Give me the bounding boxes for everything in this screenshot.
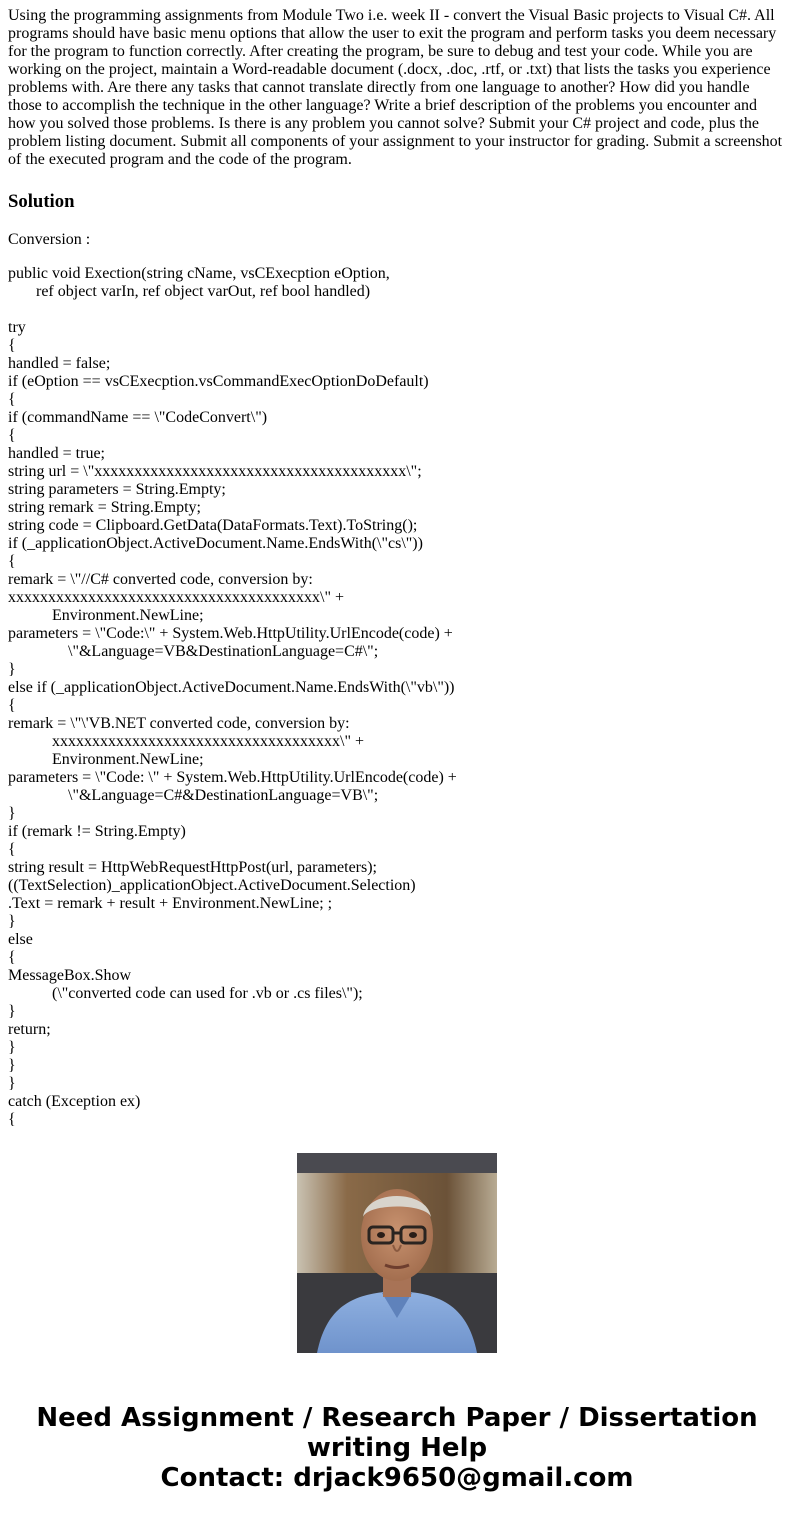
code-line: else if (_applicationObject.ActiveDocument.Name.EndsWith(\"vb\")) [8,679,455,696]
code-line: if (eOption == vsCExecption.vsCommandExecOptionDoDefault) [8,373,429,390]
code-line: public void Exection(string cName, vsCExecption eOption, [8,265,390,282]
code-line: { [8,553,16,570]
code-line: Environment.NewLine; [8,751,204,768]
code-line: remark = \"\'VB.NET converted code, conversion by: [8,715,350,732]
code-line: xxxxxxxxxxxxxxxxxxxxxxxxxxxxxxxxxxxxxxx\" + [8,589,344,606]
code-line: \"&Language=VB&DestinationLanguage=C#\"; [8,643,379,660]
code-line: parameters = \"Code: \" + System.Web.HttpUtility.UrlEncode(code) + [8,769,457,786]
code-line: } [8,1057,16,1074]
author-photo [297,1153,497,1353]
code-line: } [8,913,16,930]
promo-line-1: Need Assignment / Research Paper / Dissertation [36,1403,758,1433]
code-line: \"&Language=C#&DestinationLanguage=VB\"; [8,787,379,804]
code-line: { [8,697,16,714]
code-line: } [8,661,16,678]
code-line: ref object varIn, ref object varOut, ref bool handled) [8,283,371,300]
code-line: string parameters = String.Empty; [8,481,226,498]
code-line: xxxxxxxxxxxxxxxxxxxxxxxxxxxxxxxxxxxx\" + [8,733,364,750]
code-line: parameters = \"Code:\" + System.Web.HttpUtility.UrlEncode(code) + [8,625,453,642]
code-block [8,265,786,1128]
solution-heading: Solution [8,191,75,212]
code-line: else [8,931,33,948]
code-line: { [8,427,16,444]
code-line: handled = false; [8,355,111,372]
code-line: string remark = String.Empty; [8,499,201,516]
question-text: Using the programming assignments from Module Two i.e. week II - convert the Visual Basic projects to Visual C#. All programs should have basic menu options that allow the user to exit the program and perform tasks you deem necessary for the program to function correctly. After creating the program, be sure to debug and test your code. While you are working on the project, maintain a Word-readable document (.docx, .doc, .rtf, or .txt) that lists the tasks you experience problems with. Are there any tasks that cannot translate directly from one language to another? How did you handle those to accomplish the technique in the other language? Write a brief description of the problems you encounter and how you solved those problems. Is there is any problem you cannot solve? Submit your C# project and code, plus the problem listing document. Submit all components of your assignment to your instructor for grading. Submit a screenshot of the executed program and the code of the program. [8,7,783,168]
code-line: string result = HttpWebRequestHttpPost(url, parameters); [8,859,377,876]
code-line: if (remark != String.Empty) [8,823,186,840]
author-avatar [297,1153,497,1353]
code-line: remark = \"//C# converted code, conversion by: [8,571,313,588]
conversion-label: Conversion : [8,231,91,248]
code-line: return; [8,1021,51,1038]
code-line: { [8,841,16,858]
code-line: MessageBox.Show [8,967,132,984]
code-line: handled = true; [8,445,105,462]
code-line: if (_applicationObject.ActiveDocument.Name.EndsWith(\"cs\")) [8,535,423,552]
code-line: string url = \"xxxxxxxxxxxxxxxxxxxxxxxxxxxxxxxxxxxxxxx\"; [8,463,422,480]
code-line: } [8,1039,16,1056]
code-line: try [8,319,26,336]
code-line: { [8,337,16,354]
code-line: if (commandName == \"CodeConvert\") [8,409,268,426]
code-line: } [8,1003,16,1020]
code-line: string code = Clipboard.GetData(DataFormats.Text).ToString(); [8,517,418,534]
document-content [8,7,786,1128]
code-line: catch (Exception ex) [8,1093,141,1110]
code-line: { [8,391,16,408]
code-line: } [8,805,16,822]
code-line: (\"converted code can used for .vb or .cs files\"); [8,985,363,1002]
code-line: { [8,949,16,966]
code-line: } [8,1075,16,1092]
promo-line-2: writing Help [306,1433,488,1463]
code-line: ((TextSelection)_applicationObject.ActiveDocument.Selection) [8,877,416,894]
code-line: Environment.NewLine; [8,607,204,624]
code-line: { [8,1111,16,1128]
promo-line-3: Contact: drjack9650@gmail.com [160,1463,634,1493]
code-line: .Text = remark + result + Environment.NewLine; ; [8,895,333,912]
code-line [8,301,786,319]
promo-banner [0,1403,794,1493]
